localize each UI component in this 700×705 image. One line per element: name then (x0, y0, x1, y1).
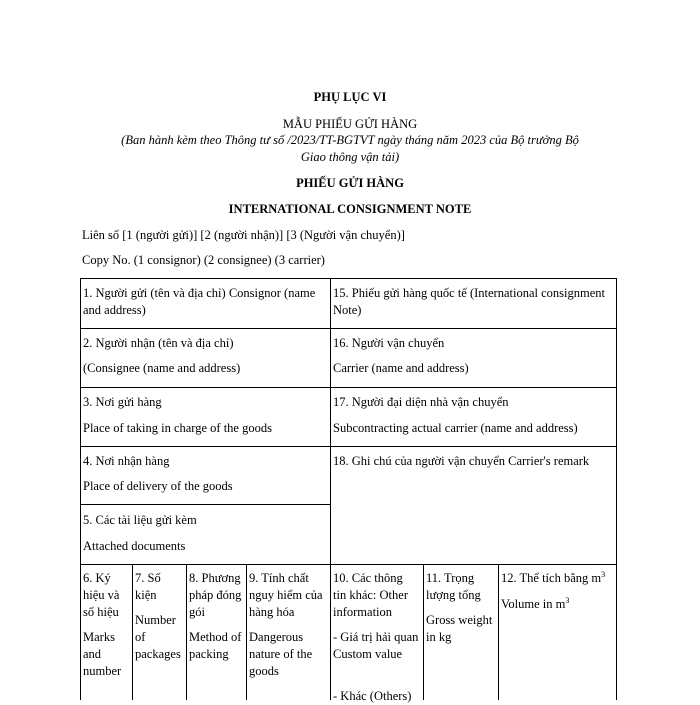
field-consignee-en: (Consignee (name and address) (83, 361, 241, 375)
issued-note-line1: (Ban hành kèm theo Thông tư số /2023/TT-BGTVT ngày tháng năm 2023 của Bộ trưởng Bộ (121, 133, 579, 147)
col-gross-weight-vi: 11. Trọng lượng tổng (426, 571, 481, 602)
unit-superscript: 3 (565, 596, 570, 605)
field-place-taking-vi: 3. Nơi gửi hàng (83, 395, 162, 409)
col-packing-vi: 8. Phương pháp đóng gói (189, 571, 242, 619)
col-volume-en: Volume in $m^3$ (501, 596, 570, 612)
copy-number-vi: Liên số [1 (người gửi)] [2 (người nhận)] [3 (Người vận chuyển)] (82, 228, 405, 242)
field-documents-vi: 5. Các tài liệu gửi kèm (83, 513, 197, 527)
field-carrier-en: Carrier (name and address) (333, 361, 469, 375)
col-other-info-vi: 10. Các thông tin khác: Other information (333, 571, 408, 619)
field-place-taking-en: Place of taking in charge of the goods (83, 421, 272, 435)
field-international-note: 15. Phiếu gửi hàng quốc tế (International consignment Note) (333, 286, 605, 317)
field-subcarrier-vi: 17. Người đại diện nhà vận chuyển (333, 395, 509, 409)
consignment-title-en: INTERNATIONAL CONSIGNMENT NOTE (228, 202, 472, 216)
field-carrier-remark: 18. Ghi chú của người vận chuyển Carrier's remark (333, 454, 590, 468)
issued-note-line2: Giao thông vận tải) (300, 150, 400, 164)
col-volume-vi: 12. Thể tích bằng $m^3$ (501, 570, 606, 586)
unit-superscript: 3 (601, 570, 606, 579)
field-consignor: 1. Người gửi (tên và địa chỉ) Consignor (name and address) (83, 286, 316, 317)
col-dangerous-en: Dangerous nature of the goods (249, 630, 313, 678)
consignment-title-vi: PHIẾU GỬI HÀNG (296, 176, 404, 190)
col-gross-weight-en: Gross weight in kg (426, 613, 493, 644)
field-place-delivery-en: Place of delivery of the goods (83, 479, 233, 493)
copy-number-en: Copy No. (1 consignor) (2 consignee) (3 carrier) (82, 253, 325, 267)
col-packages-vi: 7. Số kiện (135, 571, 161, 602)
col-dangerous-vi: 9. Tính chất nguy hiểm của hàng hóa (249, 571, 323, 619)
col-packages-en: Number of packages (135, 613, 181, 661)
col-others: - Khác (Others) (333, 689, 412, 703)
form-title: MẪU PHIẾU GỬI HÀNG (282, 117, 418, 131)
col-packing-en: Method of packing (189, 630, 242, 661)
col-marks-en: Marks and number (83, 630, 122, 678)
col-custom-value: - Giá trị hải quan Custom value (333, 630, 419, 661)
field-subcarrier-en: Subcontracting actual carrier (name and address) (333, 421, 578, 435)
col-marks-vi: 6. Ký hiệu và số hiệu (83, 571, 120, 619)
field-carrier-vi: 16. Người vận chuyển (333, 336, 445, 350)
field-place-delivery-vi: 4. Nơi nhận hàng (83, 454, 170, 468)
appendix-heading: PHỤ LỤC VI (313, 90, 387, 104)
field-documents-en: Attached documents (83, 539, 186, 553)
field-consignee-vi: 2. Người nhận (tên và địa chỉ) (83, 336, 234, 350)
